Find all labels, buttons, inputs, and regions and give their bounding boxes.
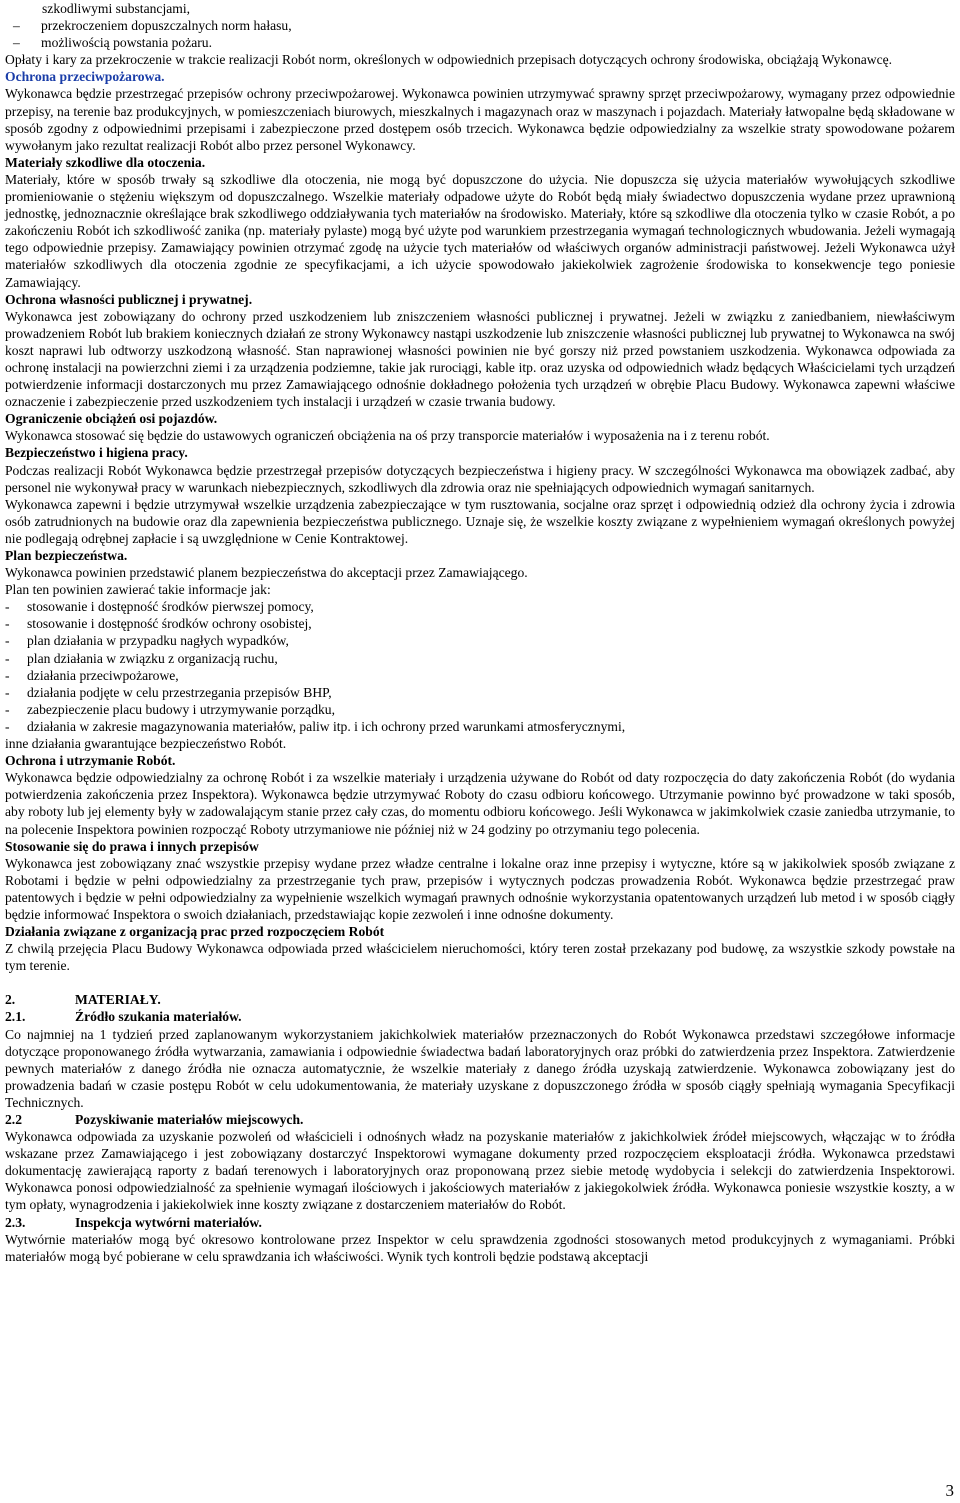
subsection-number: 2.1. bbox=[5, 1009, 26, 1025]
plan-list bbox=[5, 598, 955, 735]
dash-marker: - bbox=[5, 650, 10, 666]
paragraph: Wykonawca stosować się będzie do ustawowych ograniczeń obciążenia na oś przy transporcie materiałów i wyposażenia na i z terenu robót. bbox=[5, 428, 770, 444]
list-item-text: działania w zakresie magazynowania materiałów, paliw itp. i ich ochrony przed warunkami atmosferycznymi, bbox=[27, 718, 626, 734]
list-item bbox=[5, 701, 955, 718]
subsection-heading bbox=[5, 1008, 955, 1025]
section-heading: Plan bezpieczeństwa. bbox=[5, 548, 128, 563]
section-heading: Ochrona przeciwpożarowa. bbox=[5, 69, 165, 85]
list-item-text: działania podjęte w celu przestrzegania przepisów BHP, bbox=[27, 684, 332, 700]
list-item bbox=[5, 17, 955, 34]
list-item-text: możliwością powstania pożaru. bbox=[41, 35, 213, 51]
chapter-heading bbox=[5, 991, 955, 1008]
paragraph: Wykonawca będzie odpowiedzialny za ochronę Robót i za wszelkie materiały i urządzenia używane do Robót od daty rozpoczęcia do daty zakończenia Robót (do wydania potwierdzenia zakończenia przez Inspektora). Wykonawca będzie utrzymywać Roboty do czasu odbioru końcowego. Utrzymanie powinno być prowadzone w taki sposób, aby roboty lub jej elementy były w zadowalającym stanie przez cały czas, do momentu odbioru końcowego. Jeśli Wykonawca w jakimkolwiek czasie zaniedba utrzymanie, to na polecenie Inspektora powinien rozpocząć Roboty utrzymaniowe nie później niż w 24 godziny po otrzymaniu tego polecenia. bbox=[5, 770, 955, 837]
section-heading: Ochrona własności publicznej i prywatnej. bbox=[5, 291, 253, 307]
document-page bbox=[5, 0, 955, 1265]
list-item bbox=[5, 667, 955, 684]
list-item-text: szkodliwymi substancjami, bbox=[42, 1, 191, 16]
spacer bbox=[5, 974, 955, 991]
chapter-number: 2. bbox=[5, 992, 16, 1008]
paragraph: Wykonawca zapewni i będzie utrzymywał wszelkie urządzenia zabezpieczające w tym rusztowania, socjalne oraz sprzęt i odpowiednią odzież dla ochrony życia i zdrowia osób zatrudnionych na budowie oraz dla zapewnienia bezpieczeństwa publicznego. Uznaje się, że wszelkie koszty związane z wypełnieniem wymagań określonych powyżej nie podlegają odrębnej zapłacie i są uwzględnione w Cenie Kontraktowej. bbox=[5, 496, 955, 546]
section-heading: Materiały szkodliwe dla otoczenia. bbox=[5, 154, 206, 170]
dash-marker: - bbox=[5, 701, 10, 717]
paragraph: Z chwilą przejęcia Placu Budowy Wykonawca odpowiada przed właścicielem nieruchomości, który teren został przekazany pod budowę, za wszystkie szkody powstałe na tym terenie. bbox=[5, 941, 955, 974]
list-item bbox=[5, 632, 955, 649]
dash-marker: – bbox=[13, 35, 20, 51]
paragraph: Wytwórnie materiałów mogą być okresowo kontrolowane przez Inspektor w celu sprawdzenia zgodności stosowanych metod produkcyjnych z wymaganiami. Próbki materiałów mogą być pobierane w celu sprawdzania ich właściwości. Wynik tych kontroli będzie podstawą akceptacji bbox=[5, 1231, 955, 1264]
list-item bbox=[5, 0, 955, 17]
dash-marker: - bbox=[5, 599, 10, 615]
subsection-heading bbox=[5, 1214, 955, 1231]
section-heading: Ochrona i utrzymanie Robót. bbox=[5, 753, 176, 769]
paragraph: Co najmniej na 1 tydzień przed zaplanowanym wykorzystaniem jakichkolwiek materiałów przeznaczonych do Robót Wykonawca przedstawi szczegółowe informacje dotyczące proponowanego źródła wytwarzania, zamawiania i odpowiednie świadectwa badań laboratoryjnych oraz próbki do zatwierdzenia przez Inspektora. Zatwierdzenie pewnych materiałów z danego źródła nie oznacza automatycznie, że wszelkie materiały z danego źródła uzyskają zatwierdzenie. Wykonawca zobowiązany jest do prowadzenia badań w czasie postępu Robót w celu udokumentowania, że materiały uzyskane z dopuszczonego źródła w sposób ciągły spełniają wymagania Specyfikacji Technicznych. bbox=[5, 1026, 955, 1110]
dash-marker: - bbox=[5, 633, 10, 649]
dash-marker: - bbox=[5, 667, 10, 683]
dash-marker: - bbox=[5, 718, 10, 734]
subsection-title: Inspekcja wytwórni materiałów. bbox=[75, 1214, 262, 1230]
list-item-text: plan działania w związku z organizacją ruchu, bbox=[27, 650, 278, 666]
section-heading: Działania związane z organizacją prac przed rozpoczęciem Robót bbox=[5, 924, 385, 940]
section-heading: Bezpieczeństwo i higiena pracy. bbox=[5, 445, 188, 461]
dash-marker: - bbox=[5, 684, 10, 700]
paragraph: Podczas realizacji Robót Wykonawca będzie przestrzegał przepisów dotyczących bezpieczeństwa i higieny pracy. W szczególności Wykonawca ma obowiązek zadbać, aby personel nie wykonywał pracy w warunkach niebezpiecznych, szkodliwych dla zdrowia oraz nie spełniających odpowiednich wymagań sanitarnych. bbox=[5, 462, 955, 495]
dash-marker: – bbox=[13, 18, 20, 34]
list-item bbox=[5, 684, 955, 701]
list-item-text: plan działania w przypadku nagłych wypadków, bbox=[27, 633, 289, 649]
chapter-title: MATERIAŁY. bbox=[75, 992, 161, 1008]
paragraph: Opłaty i kary za przekroczenie w trakcie realizacji Robót norm, określonych w odpowiednich przepisach dotyczących ochrony środowiska, obciążają Wykonawcę. bbox=[5, 52, 893, 68]
subsection-title: Pozyskiwanie materiałów miejscowych. bbox=[75, 1112, 304, 1127]
paragraph: Wykonawca powinien przedstawić planem bezpieczeństwa do akceptacji przez Zamawiającego. bbox=[5, 565, 528, 581]
paragraph: Wykonawca odpowiada za uzyskanie pozwoleń od właścicieli i odnośnych władz na pozyskanie materiałów z jakichkolwiek źródeł miejscowych, włączając w to źródła wskazane przez Zamawiającego i jest zobowiązany dostarczyć Inspektorowi wymagane dokumenty przed rozpoczęciem eksploatacji źródła. Wykonawca przedstawi dokumentację zawierającą raporty z badań terenowych i laboratoryjnych oraz proponowaną przez siebie metodę wydobycia i selekcji do zatwierdzenia Inspektorowi. Wykonawca ponosi odpowiedzialność za spełnienie wymagań ilościowych i jakościowych materiałów z jakiegokolwiek źródła. Wykonawca poniesie wszystkie koszty, a w tym opłaty, wynagrodzenia i jakiekolwiek inne koszty związane z dostarczeniem materiałów do Robót. bbox=[5, 1129, 955, 1213]
list-item bbox=[5, 598, 955, 615]
list-item bbox=[5, 615, 955, 632]
subsection-number: 2.2 bbox=[5, 1112, 22, 1127]
list-item-text: stosowanie i dostępność środków ochrony osobistej, bbox=[27, 616, 312, 632]
list-item bbox=[5, 718, 955, 735]
subsection-number: 2.3. bbox=[5, 1214, 26, 1230]
subsection-title: Źródło szukania materiałów. bbox=[75, 1009, 242, 1025]
list-item-text: zabezpieczenie placu budowy i utrzymywanie porządku, bbox=[27, 701, 335, 717]
section-heading: Ograniczenie obciążeń osi pojazdów. bbox=[5, 411, 218, 427]
list-item-text: działania przeciwpożarowe, bbox=[27, 667, 179, 683]
paragraph: Plan ten powinien zawierać takie informacje jak: bbox=[5, 582, 271, 598]
paragraph: Wykonawca będzie przestrzegać przepisów ochrony przeciwpożarowej. Wykonawca powinien utrzymywać sprawny sprzęt przeciwpożarowy, wymagany przez odpowiednie przepisy, na terenie baz produkcyjnych, w pomieszczeniach biurowych, mieszkalnych i magazynach oraz w maszynach i pojazdach. Materiały łatwopalne będą składowane w sposób zgodny z odpowiednimi przepisami i zabezpieczone przed dostępem osób trzecich. Wykonawca będzie odpowiedzialny za wszelkie straty spowodowane pożarem wywołanym jako rezultat realizacji Robót albo przez personel Wykonawcy. bbox=[5, 86, 955, 153]
paragraph: Materiały, które w sposób trwały są szkodliwe dla otoczenia, nie mogą być dopuszczone do użycia. Nie dopuszcza się użycia materiałów wywołujących szkodliwe promieniowanie o stężeniu większym od dopuszczalnego. Wszelkie materiały odpadowe użyte do Robót będą miały świadectwo dopuszczenia wydane przez uprawnioną jednostkę, jednoznacznie określające brak szkodliwego oddziaływania tych materiałów na środowisko. Materiały, które są szkodliwe dla otoczenia tylko w czasie Robót, a po zakończeniu Robót ich szkodliwość zanika (np. materiały pylaste) mogą być użyte pod warunkiem przestrzegania wymagań technologicznych wbudowania. Jeżeli wymagają tego odpowiednie przepisy. Zamawiający powinien otrzymać zgodę na użycie tych materiałów od właściwych organów administracji państwowej. Jeżeli Wykonawca użył materiałów szkodliwych dla otoczenia zgodnie ze specyfikacjami, a ich użycie spowodowało jakiekolwiek zagrożenie środowiska to konsekwencje tego poniesie Zamawiający. bbox=[5, 171, 955, 290]
paragraph: Wykonawca jest zobowiązany do ochrony przed uszkodzeniem lub zniszczeniem własności publicznej i prywatnej. Jeżeli w związku z zaniedbaniem, niewłaściwym prowadzeniem Robót lub brakiem koniecznych działań ze strony Wykonawcy nastąpi uszkodzenie lub zniszczenie własności publicznej lub prywatnej to Wykonawca na swój koszt naprawi lub odtworzy uszkodzoną własność. Stan naprawionej własności powinien nie być gorszy niż przed powstaniem uszkodzenia. Wykonawca odpowiada za ochronę instalacji na powierzchni ziemi i za urządzenia podziemne, takie jak rurociągi, kable itp. oraz uzyska od odpowiednich władz będących Właścicielami tych urządzeń potwierdzenie informacji dostarczonych mu przez Zamawiającego odnośnie dokładnego położenia tych urządzeń w obrębie Placu Budowy. Wykonawca zapewni właściwe oznaczenie i zabezpieczenie przed uszkodzeniem tych instalacji i urządzeń w czasie trwania budowy. bbox=[5, 308, 955, 410]
list-item-text: stosowanie i dostępność środków pierwszej pomocy, bbox=[27, 599, 314, 615]
list-item bbox=[5, 650, 955, 667]
subsection-heading bbox=[5, 1111, 955, 1128]
paragraph: Wykonawca jest zobowiązany znać wszystkie przepisy wydane przez władze centralne i lokalne oraz inne przepisy i wytyczne, które są w jakikolwiek sposób związane z Robotami i będzie w pełni odpowiedzialny za przestrzeganie tych praw, przepisów i wytycznych podczas prowadzenia Robót. Wykonawca będzie przestrzegać praw patentowych i będzie w pełni odpowiedzialny za wypełnienie wszelkich wymagań prawnych odnośnie wykorzystania opatentowanych urządzeń lub metod i w sposób ciągły będzie informować Inspektora o swoich działaniach, przedstawiając kopie zezwoleń i inne odnośne dokumenty. bbox=[5, 855, 955, 922]
section-heading: Stosowanie się do prawa i innych przepisów bbox=[5, 838, 259, 854]
list-item-text: przekroczeniem dopuszczalnych norm hałasu, bbox=[41, 18, 292, 34]
list-item bbox=[5, 34, 955, 51]
page-number: 3 bbox=[945, 1481, 954, 1500]
dash-marker: - bbox=[5, 616, 10, 632]
paragraph: inne działania gwarantujące bezpieczeństwo Robót. bbox=[5, 736, 287, 752]
